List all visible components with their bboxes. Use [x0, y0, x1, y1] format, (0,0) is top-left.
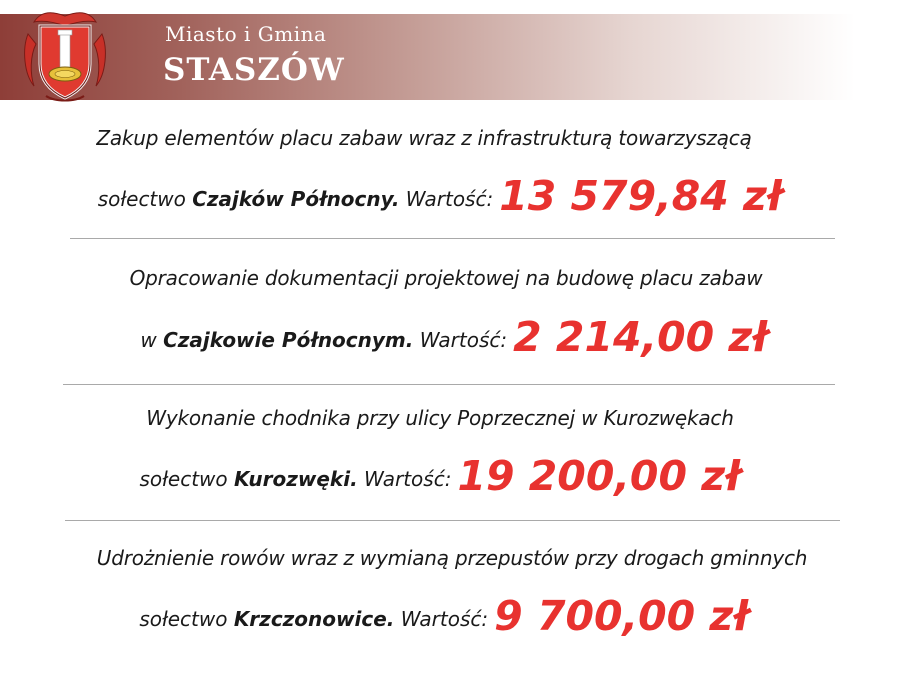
- item-3-place: Kurozwęki.: [234, 467, 358, 491]
- item-3-amount: 19 200,00 zł: [457, 452, 741, 500]
- item-3-value-label: Wartość:: [357, 467, 452, 491]
- divider: [65, 520, 840, 521]
- brand-name-line2: STASZÓW: [163, 52, 345, 88]
- item-1-amount: 13 579,84 zł: [499, 172, 783, 220]
- header-banner: [0, 14, 900, 100]
- coat-of-arms-icon: [20, 4, 110, 104]
- item-4-value-label: Wartość:: [394, 607, 489, 631]
- item-1-location: [0, 172, 890, 220]
- item-4-place: Krzczonowice.: [233, 607, 395, 631]
- brand-name-line1: Miasto i Gmina: [165, 22, 327, 46]
- item-4-description: Udrożnienie rowów wraz z wymianą przepustów przy drogach gminnych: [96, 546, 808, 570]
- item-1-prefix: sołectwo: [97, 187, 193, 211]
- item-2-description: Opracowanie dokumentacji projektowej na budowę placu zabaw: [129, 266, 763, 290]
- item-1-description: Zakup elementów placu zabaw wraz z infrastrukturą towarzyszącą: [96, 126, 752, 150]
- item-1-value-label: Wartość:: [399, 187, 494, 211]
- item-2-place: Czajkowie Północnym.: [163, 328, 414, 352]
- divider: [63, 384, 835, 385]
- divider: [70, 238, 835, 239]
- item-3-location: [0, 452, 890, 500]
- item-2-prefix: w: [140, 328, 164, 352]
- item-4-location: [0, 592, 894, 640]
- item-3-description: Wykonanie chodnika przy ulicy Poprzecznej w Kurozwękach: [146, 406, 734, 430]
- item-3-prefix: sołectwo: [139, 467, 234, 491]
- item-2-location: [4, 313, 900, 361]
- item-2-value-label: Wartość:: [413, 328, 508, 352]
- item-4-amount: 9 700,00 zł: [494, 592, 749, 640]
- item-1-place: Czajków Północny.: [192, 187, 400, 211]
- item-2-amount: 2 214,00 zł: [513, 313, 768, 361]
- item-4-prefix: sołectwo: [139, 607, 234, 631]
